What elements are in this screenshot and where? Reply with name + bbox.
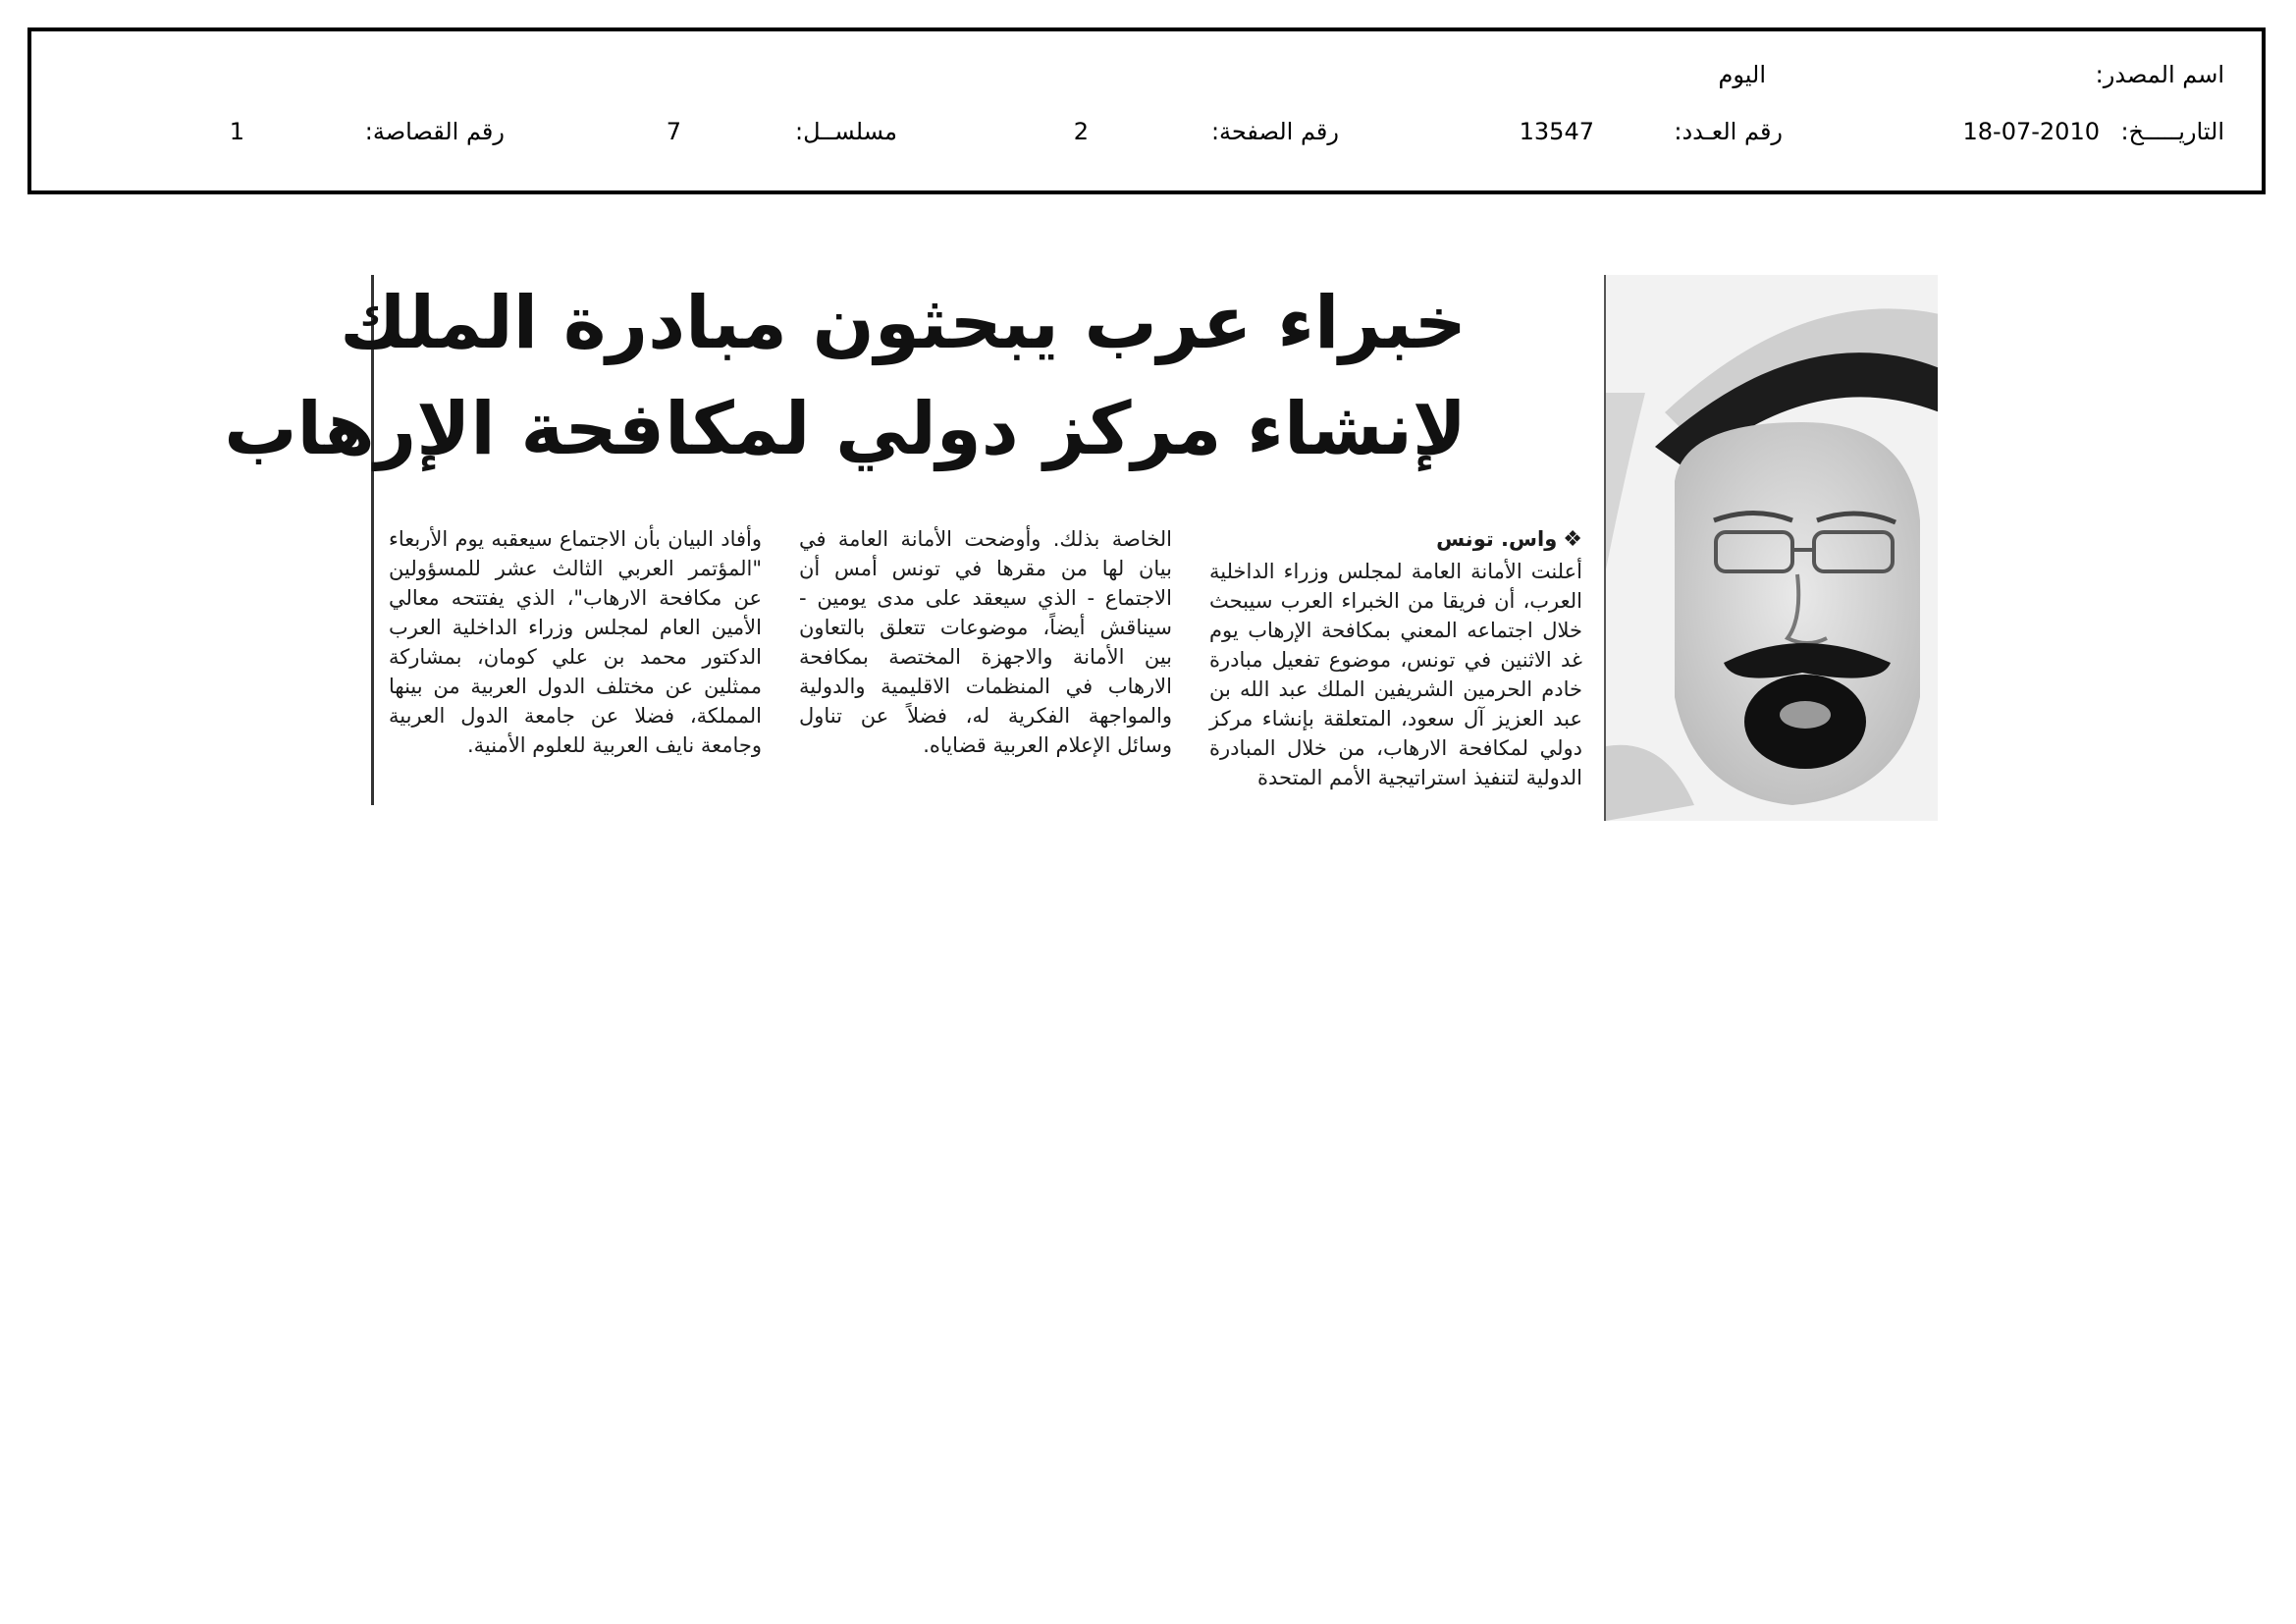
clip-value: 1 <box>229 118 244 145</box>
source-label: اسم المصدر: <box>2095 61 2224 88</box>
agency-mark-icon: ❖ <box>1563 527 1582 552</box>
serial-label: مسلســل: <box>795 118 897 145</box>
date-value: 18-07-2010 <box>1962 118 2100 145</box>
clip-label: رقم القصاصة: <box>364 118 505 145</box>
clipping-metadata-box <box>27 27 2266 194</box>
newspaper-clipping <box>224 275 1938 825</box>
issue-label: رقم العـدد: <box>1674 118 1783 145</box>
dateline-text: واس. تونس <box>1436 527 1558 551</box>
page-label: رقم الصفحة: <box>1210 118 1339 145</box>
article-paragraph-1: أعلنت الأمانة العامة لمجلس وزراء الداخلية العرب، أن فريقا من الخبراء العرب سيبحث خلال اجتماعه المعني بمكافحة الإرهاب يوم غد الاثنين في تونس، موضوع تفعيل مبادرة خادم الحرمين الشريفين الملك عبد الله بن عبد العزيز آل سعود، المتعلقة بإنشاء مركز دولي لمكافحة الارهاب، من خلال المبادرة الدولية لتنفيذ استراتيجية الأمم المتحدة <box>1209 560 1582 789</box>
issue-value: 13547 <box>1519 118 1594 145</box>
article-column-1 <box>1209 524 1582 792</box>
source-value: اليوم <box>1718 61 1766 88</box>
dateline <box>1209 524 1582 555</box>
date-label: التاريـــــخ: <box>2120 118 2224 145</box>
page-value: 2 <box>1073 118 1089 145</box>
portrait-image <box>1606 275 1938 821</box>
serial-value: 7 <box>666 118 681 145</box>
headline-line-2: لإنشاء مركز دولي لمكافحة الإرهاب <box>224 387 1467 471</box>
article-column-3 <box>389 524 762 760</box>
article-column-2 <box>799 524 1172 760</box>
portrait-photo <box>1604 275 1938 821</box>
article-paragraph-3: وأفاد البيان بأن الاجتماع سيعقبه يوم الأربعاء "المؤتمر العربي الثالث عشر للمسؤولين عن مكافحة الارهاب"، الذي يفتتحه معالي الأمين العام لمجلس وزراء الداخلية العرب الدكتور محمد بن علي كومان، بمشاركة ممثلين عن مختلف الدول العربية من بينها المملكة، فضلا عن جامعة الدول العربية وجامعة نايف العربية للعلوم الأمنية. <box>389 527 762 757</box>
article-paragraph-2: الخاصة بذلك. وأوضحت الأمانة العامة في بيان لها من مقرها في تونس أمس أن الاجتماع - الذي سيعقد على مدى يومين - سيناقش أيضاً، موضوعات تتعلق بالتعاون بين الأمانة والاجهزة المختصة بمكافحة الارهاب في المنظمات الاقليمية والدولية والمواجهة الفكرية له، فضلاً عن تناول وسائل الإعلام العربية قضاياه. <box>799 527 1172 757</box>
headline-line-1: خبراء عرب يبحثون مبادرة الملك <box>340 281 1467 365</box>
